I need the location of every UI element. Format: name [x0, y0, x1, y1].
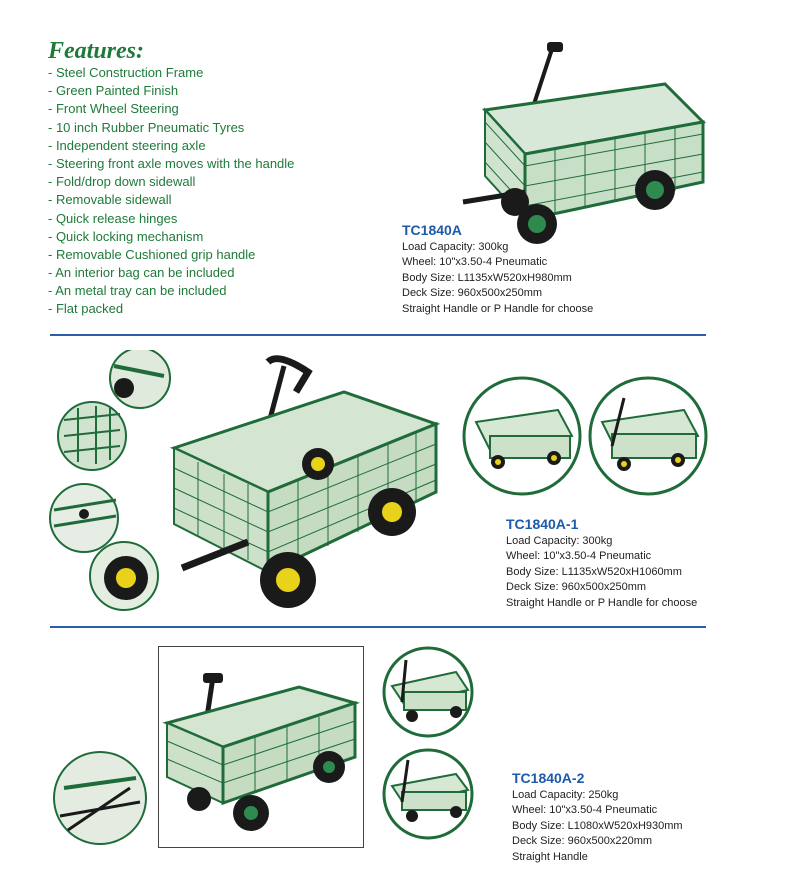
section-divider — [50, 334, 706, 336]
variant-photos-tc1840a-2 — [376, 646, 480, 842]
feature-item: - Steel Construction Frame — [48, 65, 204, 80]
tyre — [635, 170, 675, 210]
detail-photo-circle — [90, 542, 158, 610]
feature-item: - Removable Cushioned grip handle — [48, 246, 256, 262]
tyre — [501, 188, 529, 216]
spec-line: Wheel: 10"x3.50-4 Pneumatic — [402, 256, 548, 269]
feature-item: - Green Painted Finish — [48, 83, 179, 99]
model-name: TC1840A-1 — [506, 516, 579, 532]
tyre — [233, 795, 269, 831]
detail-photos-tc1840a-1 — [44, 350, 174, 615]
features-list — [48, 64, 294, 319]
variant-photos-tc1840a-1 — [462, 376, 714, 498]
spec-line: Load Capacity: 250kg — [512, 789, 619, 801]
cart-photo-tc1840a — [455, 42, 710, 247]
spec-line: Load Capacity: 300kg — [506, 535, 613, 547]
feature-item: - Removable sidewall — [48, 192, 172, 208]
feature-item: - Quick release hinges — [48, 210, 178, 226]
detail-photo-circle — [110, 350, 170, 408]
feature-item: - 10 inch Rubber Pneumatic Tyres — [48, 119, 245, 135]
variant-photo-circle — [384, 750, 472, 838]
tyre — [187, 787, 211, 811]
model-name: TC1840A-2 — [512, 770, 585, 786]
tyre — [368, 488, 416, 536]
spec-line: Straight Handle or P Handle for choose — [506, 596, 698, 609]
spec-list — [506, 534, 697, 611]
feature-item: - Fold/drop down sidewall — [48, 174, 196, 190]
spec-line: Body Size: L1135xW520xH1060mm — [506, 565, 682, 578]
tyre — [260, 552, 316, 608]
tyre — [313, 751, 345, 783]
spec-line: Body Size: L1080xW520xH930mm — [512, 819, 683, 832]
spec-list — [402, 240, 593, 317]
model-name: TC1840A — [402, 222, 462, 238]
spec-line: Deck Size: 960x500x250mm — [506, 581, 647, 594]
spec-line: Body Size: L1135xW520xH980mm — [402, 271, 572, 284]
detail-photo-circle — [50, 748, 150, 848]
feature-item: - An interior bag can be included — [48, 265, 235, 281]
cart-photo-tc1840a-2 — [159, 647, 363, 847]
tyre — [302, 448, 334, 480]
spec-line: Deck Size: 960x500x250mm — [402, 287, 543, 300]
cart-photo-frame — [158, 646, 364, 848]
spec-line: Straight Handle or P Handle for choose — [402, 302, 594, 315]
variant-photo-circle — [384, 648, 472, 736]
feature-item: - Independent steering axle — [48, 137, 206, 153]
detail-photo-circle — [58, 402, 126, 470]
section-divider — [50, 626, 706, 628]
spec-line: Wheel: 10"x3.50-4 Pneumatic — [512, 804, 658, 817]
variant-photo-circle — [590, 378, 706, 494]
spec-line: Straight Handle — [512, 850, 588, 863]
spec-line: Wheel: 10"x3.50-4 Pneumatic — [506, 550, 652, 563]
detail-photo-circle — [50, 484, 118, 552]
feature-item: - Flat packed — [48, 301, 124, 317]
cart-photo-tc1840a-1 — [168, 352, 444, 610]
features-title: Features: — [48, 38, 144, 64]
feature-item: - Front Wheel Steering — [48, 101, 179, 117]
spec-line: Load Capacity: 300kg — [402, 241, 509, 253]
spec-list — [512, 788, 683, 865]
variant-photo-circle — [464, 378, 580, 494]
spec-line: Deck Size: 960x500x220mm — [512, 835, 653, 848]
feature-item: - Quick locking mechanism — [48, 228, 204, 244]
feature-item: - An metal tray can be included — [48, 283, 227, 299]
feature-item: - Steering front axle moves with the handle — [48, 155, 295, 171]
